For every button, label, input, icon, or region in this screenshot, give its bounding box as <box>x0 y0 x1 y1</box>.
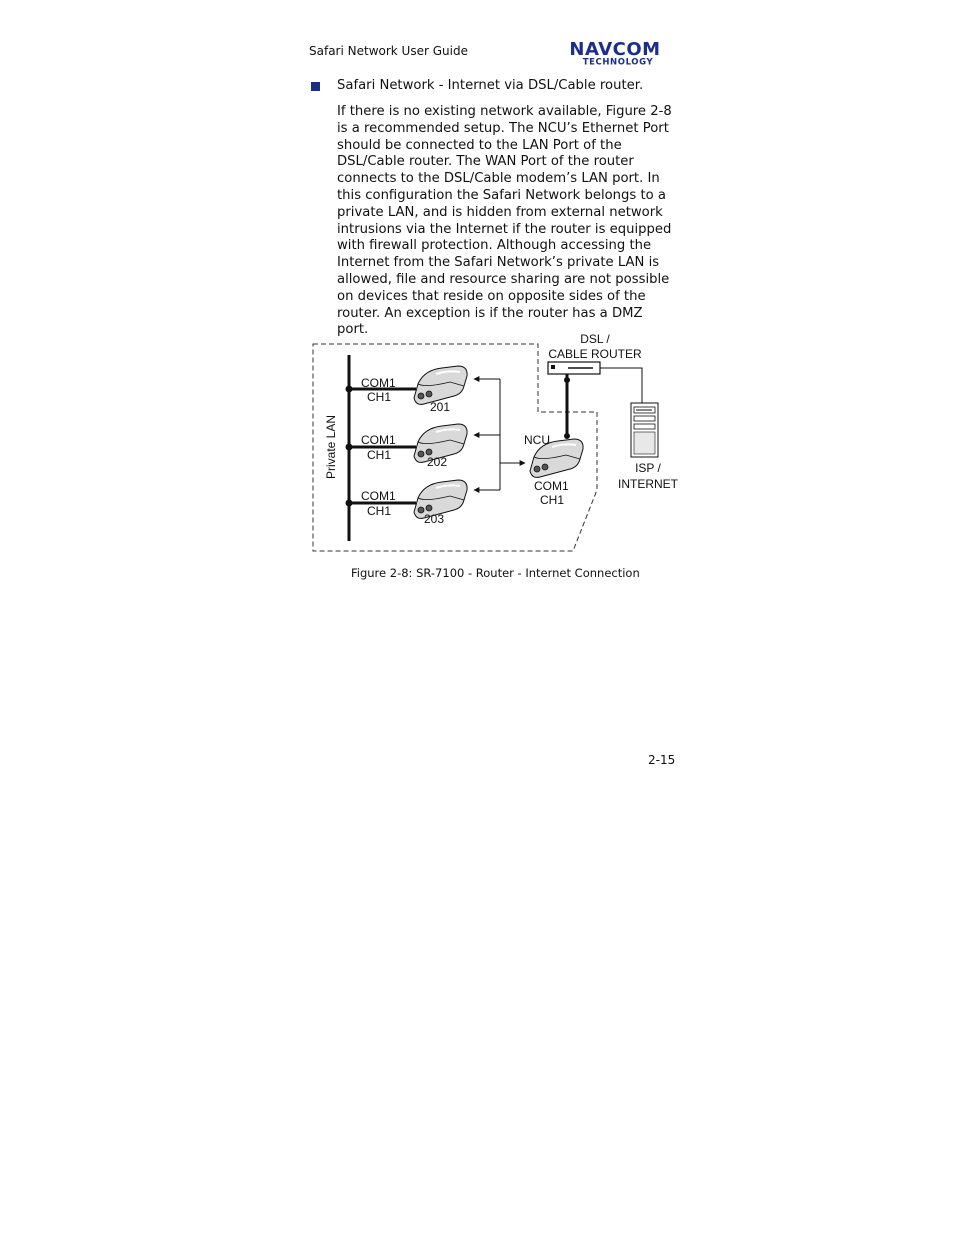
isp-label-line2: INTERNET <box>618 477 678 491</box>
receiver-201-icon <box>414 366 467 404</box>
router-isp-link <box>600 368 642 403</box>
receiver-201-id: 201 <box>430 400 451 414</box>
bullet-square-icon <box>311 82 320 91</box>
isp-label-line1: ISP / <box>635 461 661 475</box>
network-diagram <box>300 325 700 565</box>
navcom-logo <box>554 40 676 66</box>
private-lan-label: Private LAN <box>324 414 338 480</box>
receiver-201-com: COM1 <box>361 376 396 390</box>
logo-subtitle: TECHNOLOGY <box>582 57 654 66</box>
body-paragraph: If there is no existing network available, Figure 2-8 is a recommended setup. The NCU’s Ethernet Port should be connected to the LAN Port of the DSL/Cable router. The WAN Port of the router connects to the DSL/Cable modem’s LAN port. In this configuration the Safari Network belongs to a private LAN, and is hidden from external network intrusions via the Internet if the router is equipped with firewall protection. Although accessing the Internet from the Safari Network’s private LAN is allowed, file and resource sharing are not possible on devices that reside on opposite sides of the router. An exception is if the router has a DMZ port. <box>337 104 672 338</box>
ncu-label: NCU <box>524 433 550 447</box>
receiver-202-id: 202 <box>427 455 448 469</box>
router-label-line1: DSL / <box>580 332 610 346</box>
receiver-202-ch: CH1 <box>367 448 392 462</box>
bullet-text: Safari Network - Internet via DSL/Cable router. <box>337 78 644 93</box>
figure-caption: Figure 2-8: SR-7100 - Router - Internet Connection <box>351 566 640 580</box>
receiver-202-com: COM1 <box>361 433 396 447</box>
receiver-203-id: 203 <box>424 512 445 526</box>
receiver-201-ch: CH1 <box>367 390 392 404</box>
header-title: Safari Network User Guide <box>309 44 468 58</box>
receiver-203-ch: CH1 <box>367 504 392 518</box>
receiver-203-com: COM1 <box>361 489 396 503</box>
ncu-com: COM1 <box>534 479 569 493</box>
router-label-line2: CABLE ROUTER <box>548 347 642 361</box>
logo-wordmark: NAVCOM <box>569 40 661 60</box>
page-number: 2-15 <box>648 753 676 767</box>
ncu-ch: CH1 <box>540 493 565 507</box>
